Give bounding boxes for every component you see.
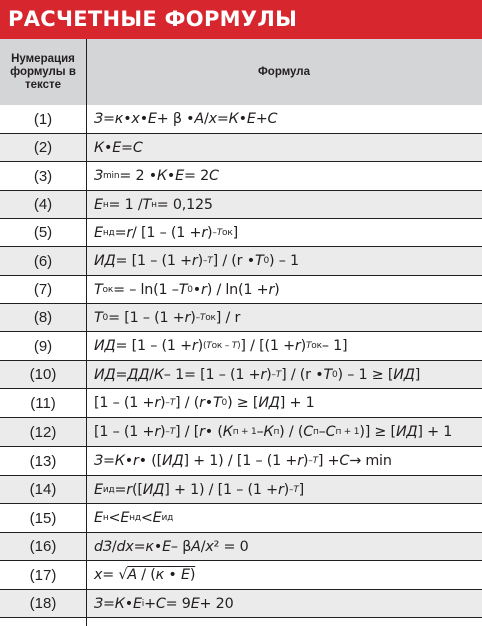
formula-row: [0, 418, 482, 447]
formula-row: [0, 476, 482, 504]
formula-number: (17): [29, 566, 57, 584]
formula-text: x = √ А / (к • Е): [94, 567, 196, 583]
formula-text: ИД = [1 – (1 + r ) (Ток – Т) ] / [(1 + r ) Ток – 1]: [94, 338, 348, 354]
formula-text: Е ид = r ([ ИД ] + 1) / [1 – (1 + r ) –Т ]: [94, 481, 305, 498]
formula-number: (15): [29, 509, 57, 527]
formula-number: (4): [33, 196, 53, 213]
formula-text: Е н = 1 / Т н = 0,125: [94, 196, 213, 213]
formula-text: [1 – (1 + r ) –Т ] / [ r • ( К п + 1 – К п ) / ( С п – С п + 1 )] ≥ [ ИД ] + 1: [94, 424, 453, 440]
formula-text: З min = 2 • К • Е = 2 С: [94, 168, 219, 184]
formula-row: [0, 361, 482, 389]
header-formula-column: Формула: [257, 66, 310, 78]
formula-text: ИД = [1 – (1 + r ) –Т ] / (r • Т 0 ) – 1: [94, 253, 299, 269]
formula-text: dЗ / dx = к • Е – β А / x ² = 0: [94, 538, 249, 555]
formula-number: (16): [29, 538, 57, 555]
formula-text: К • Е = С: [94, 139, 143, 156]
formula-row: [0, 219, 482, 247]
header-number-column: Нумерация формулы в тексте: [10, 52, 76, 91]
formula-row: [0, 389, 482, 418]
formula-table: [0, 39, 482, 626]
formula-number: (8): [33, 309, 53, 326]
formula-number: (9): [33, 337, 53, 355]
formula-text: Е нд = r / [1 – (1 + r ) –Ток ]: [94, 224, 238, 241]
formula-row: [0, 162, 482, 191]
formula-number: (7): [33, 281, 53, 298]
formula-text: ИД = ДД / К – 1= [1 – (1 + r ) –Т ] / (r • Т 0 ) – 1 ≥ [ ИД ]: [94, 366, 421, 383]
formula-row: [0, 447, 482, 476]
formula-row: [0, 247, 482, 276]
table-header: [0, 39, 482, 105]
formula-row: [0, 533, 482, 561]
title-banner: [0, 0, 482, 39]
formula-row: [0, 105, 482, 134]
formula-row: [0, 332, 482, 361]
formula-text: З = К • r • ([ ИД ] + 1) / [1 – (1 + r ) –Т ] + С → min: [94, 453, 392, 469]
column-divider: [86, 39, 87, 626]
table-body: [0, 105, 482, 618]
formula-number: (2): [33, 139, 53, 156]
formula-text: З = к • х • Е + β • А / х = К • Е + С: [94, 111, 278, 127]
page-title: РАСЧЕТНЫЕ ФОРМУЛЫ: [8, 7, 298, 31]
formula-row: [0, 276, 482, 304]
formula-row: [0, 134, 482, 162]
formula-row: [0, 191, 482, 219]
formula-text: З = К • Е i + С = 9 Е + 20: [94, 595, 234, 612]
formula-number: (18): [29, 595, 57, 612]
formula-text: Т 0 = [1 – (1 + r ) –Ток ] / r: [94, 309, 241, 326]
formula-row: [0, 304, 482, 332]
formula-row: [0, 504, 482, 533]
formula-text: [1 – (1 + r ) –Т ] / ( r • Т 0 ) ≥ [ ИД ] + 1: [94, 395, 315, 411]
formula-number: (13): [29, 452, 57, 470]
formula-number: (5): [33, 224, 53, 241]
formula-number: (3): [33, 167, 53, 185]
formula-number: (6): [33, 252, 53, 270]
formula-text: Е н < Е нд < Е ид: [94, 510, 174, 526]
formula-number: (10): [29, 366, 57, 383]
formula-number: (12): [29, 423, 57, 441]
formula-text: Т ок = – ln(1 – Т 0 • r ) / ln(1 + r ): [94, 281, 280, 298]
formula-number: (1): [33, 110, 53, 128]
formula-row: [0, 590, 482, 618]
formula-number: (14): [29, 481, 57, 498]
formula-number: (11): [30, 394, 56, 412]
formula-row: [0, 561, 482, 590]
